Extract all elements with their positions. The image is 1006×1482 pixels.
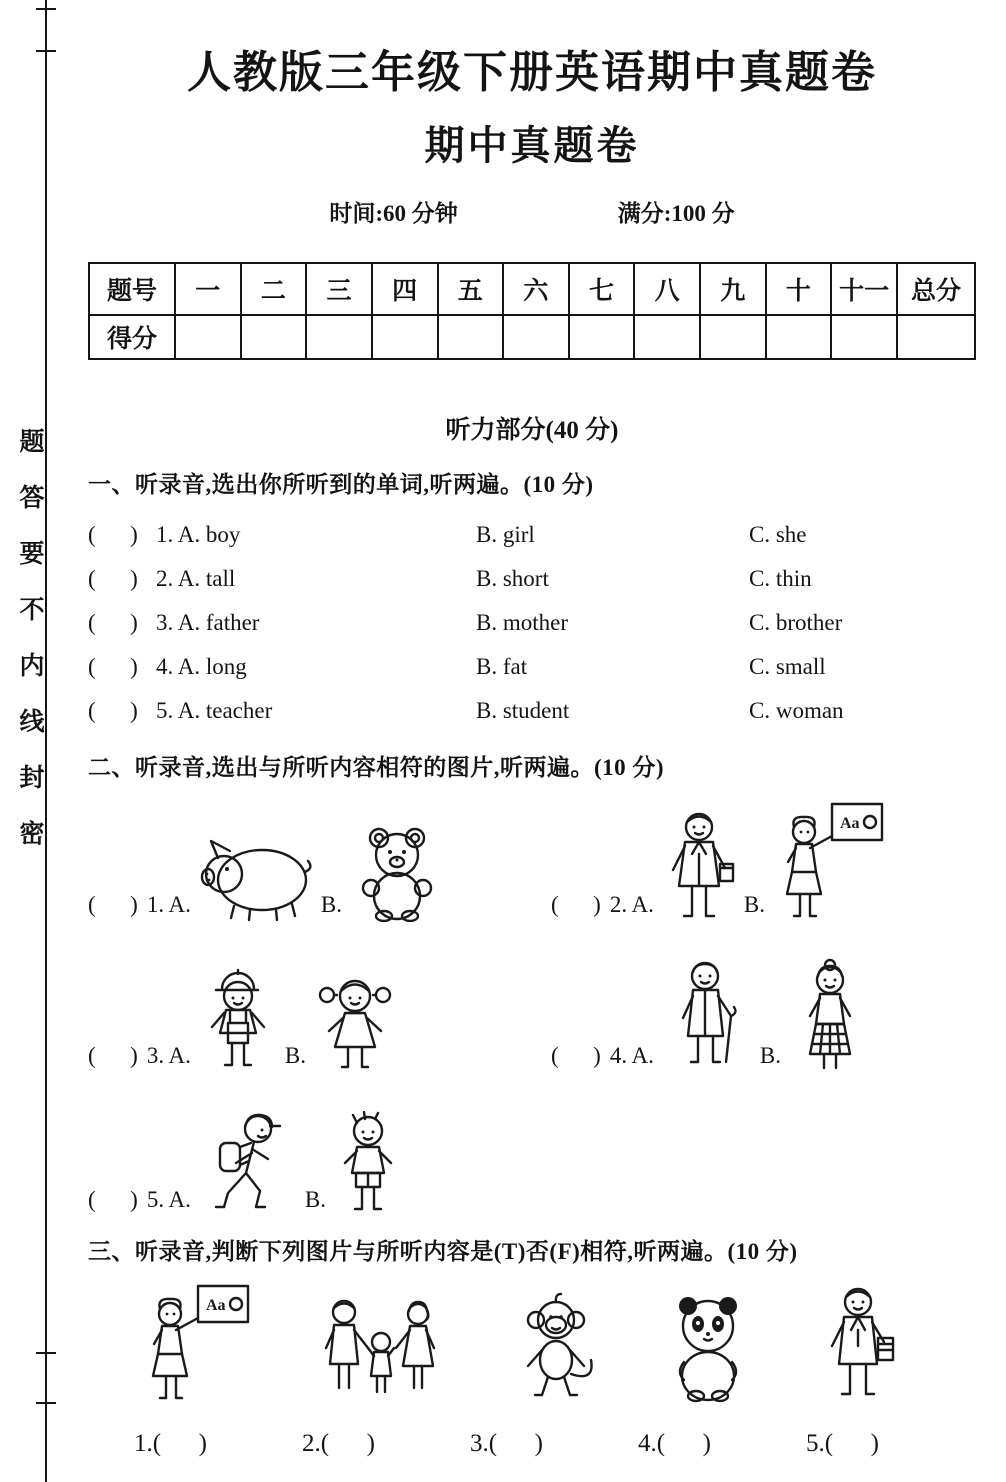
score-cell xyxy=(306,315,372,359)
score-cell xyxy=(766,315,832,359)
paper-content xyxy=(88,0,976,1458)
col-1: 一 xyxy=(175,263,241,315)
option-a-label: 2. A. xyxy=(609,892,654,917)
part1-item-4 xyxy=(88,645,976,689)
score-cell xyxy=(241,315,307,359)
col-9: 九 xyxy=(700,263,766,315)
score-cell xyxy=(897,315,975,359)
cut-mark xyxy=(36,1402,56,1404)
score-cell xyxy=(634,315,700,359)
old-man-with-cane-image xyxy=(663,958,751,1073)
option-a-label: 1. A. xyxy=(146,892,191,917)
option-b: B. girl xyxy=(476,522,535,547)
part3-answer-3: 3.( ) xyxy=(470,1430,543,1457)
col-8: 八 xyxy=(634,263,700,315)
score-cell xyxy=(503,315,569,359)
part3-answer-2: 2.( ) xyxy=(302,1430,375,1457)
part2-row-1 xyxy=(88,800,976,922)
option-c: C. woman xyxy=(749,698,844,723)
answer-bracket: ( ) xyxy=(551,892,601,917)
answer-bracket: ( ) xyxy=(88,654,138,679)
option-b: B. fat xyxy=(476,654,528,679)
part1-item-1 xyxy=(88,513,976,557)
standing-boy-image xyxy=(335,1111,401,1217)
male-teacher-image xyxy=(663,810,735,922)
answer-bracket: ( ) xyxy=(551,1043,601,1068)
teddy-bear-image xyxy=(351,822,443,922)
part2-heading: 二、听录音,选出与所听内容相符的图片,听两遍。(10 分) xyxy=(88,755,665,780)
col-5: 五 xyxy=(438,263,504,315)
monkey-image xyxy=(510,1292,602,1404)
boy-with-cap-image xyxy=(200,965,276,1073)
option-b-label: B. xyxy=(320,892,343,917)
listening-section-title: 听力部分(40 分) xyxy=(445,417,619,444)
col-7: 七 xyxy=(569,263,635,315)
svg-text:Aa: Aa xyxy=(840,815,860,832)
option-a-label: 4. A. xyxy=(609,1043,654,1068)
part1-heading: 一、听录音,选出你所听到的单词,听两遍。(10 分) xyxy=(88,472,594,497)
score-cell xyxy=(831,315,897,359)
time-limit-label: 时间:60 分钟 xyxy=(329,201,458,226)
option-a: 3. A. father xyxy=(156,610,260,635)
cut-mark xyxy=(36,8,56,10)
total-score-label: 总分 xyxy=(897,263,975,315)
exam-info-row xyxy=(88,195,976,228)
part2-item-3 xyxy=(88,958,551,1073)
svg-text:Aa: Aa xyxy=(206,1297,226,1314)
part1-item-5 xyxy=(88,689,976,733)
score-row-label: 得分 xyxy=(89,315,175,359)
option-a: 1. A. boy xyxy=(156,522,241,547)
answer-bracket: ( ) xyxy=(88,610,138,635)
col-3: 三 xyxy=(306,263,372,315)
man-with-book-image xyxy=(814,1284,902,1404)
answer-bracket: ( ) xyxy=(88,1043,138,1068)
panda-image xyxy=(656,1294,760,1404)
option-b: B. student xyxy=(476,698,570,723)
part2-item-5 xyxy=(88,1109,551,1217)
female-teacher-blackboard-image xyxy=(774,800,886,922)
old-woman-image xyxy=(790,958,870,1073)
part2-item-4 xyxy=(551,958,976,1073)
part3-answers-row xyxy=(88,1430,976,1458)
col-4: 四 xyxy=(372,263,438,315)
col-2: 二 xyxy=(241,263,307,315)
col-11: 十一 xyxy=(831,263,897,315)
option-c: C. brother xyxy=(749,610,843,635)
option-c: C. she xyxy=(749,522,807,547)
part3-heading: 三、听录音,判断下列图片与所听内容是(T)否(F)相符,听两遍。(10 分) xyxy=(88,1239,798,1264)
question-number-label: 题号 xyxy=(89,263,175,315)
boy-with-backpack-image xyxy=(200,1109,296,1217)
option-a-label: 3. A. xyxy=(146,1043,191,1068)
cut-mark xyxy=(36,1352,56,1354)
option-c: C. thin xyxy=(749,566,812,591)
option-b: B. short xyxy=(476,566,549,591)
score-cell xyxy=(438,315,504,359)
option-a: 4. A. long xyxy=(156,654,247,679)
answer-bracket: ( ) xyxy=(88,566,138,591)
option-b-label: B. xyxy=(743,892,766,917)
full-score-label: 满分:100 分 xyxy=(617,201,735,226)
answer-bracket: ( ) xyxy=(88,698,138,723)
part3-answer-5: 5.( ) xyxy=(806,1430,879,1457)
score-cell xyxy=(569,315,635,359)
page-title: 人教版三年级下册英语期中真题卷 xyxy=(187,48,877,97)
option-b-label: B. xyxy=(759,1043,782,1068)
family-image xyxy=(306,1296,456,1404)
option-a: 5. A. teacher xyxy=(156,698,273,723)
score-cell xyxy=(372,315,438,359)
option-b-label: B. xyxy=(304,1187,327,1212)
pig-image xyxy=(200,830,312,922)
girl-with-pigtails-image xyxy=(315,969,395,1073)
answer-bracket: ( ) xyxy=(88,522,138,547)
part3-answer-1: 1.( ) xyxy=(134,1430,207,1457)
cut-mark xyxy=(36,50,56,52)
answer-bracket: ( ) xyxy=(88,892,138,917)
part2-item-1 xyxy=(88,800,551,922)
seal-warning-text: 题答要不内线封密 xyxy=(16,428,43,876)
part1-item-3 xyxy=(88,601,976,645)
col-6: 六 xyxy=(503,263,569,315)
answer-bracket: ( ) xyxy=(88,1187,138,1212)
page-subtitle: 期中真题卷 xyxy=(424,123,640,168)
option-c: C. small xyxy=(749,654,826,679)
score-table xyxy=(88,262,976,360)
score-cell xyxy=(175,315,241,359)
score-cell xyxy=(700,315,766,359)
option-a-label: 5. A. xyxy=(146,1187,191,1212)
part2-row-3 xyxy=(88,1109,976,1217)
part2-row-2 xyxy=(88,958,976,1073)
option-b-label: B. xyxy=(284,1043,307,1068)
col-10: 十 xyxy=(766,263,832,315)
part3-answer-4: 4.( ) xyxy=(638,1430,711,1457)
teacher-at-blackboard-image xyxy=(140,1282,252,1404)
part2-item-2 xyxy=(551,800,976,922)
option-b: B. mother xyxy=(476,610,568,635)
part1-item-2 xyxy=(88,557,976,601)
option-a: 2. A. tall xyxy=(156,566,236,591)
part3-images-row xyxy=(88,1282,976,1404)
